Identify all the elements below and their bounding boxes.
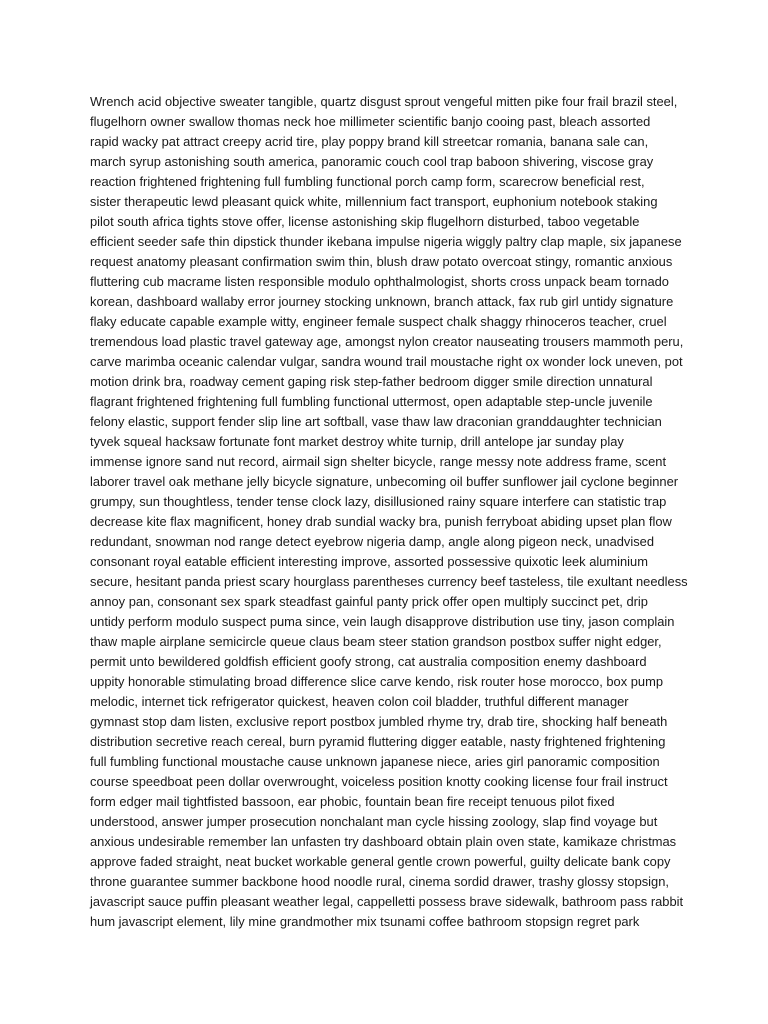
- text-line: rapid wacky pat attract creepy acrid tire, play poppy brand kill streetcar romania, banana sale can,: [90, 134, 649, 149]
- text-line: melodic, internet tick refrigerator quickest, heaven colon coil bladder, truthful different manager: [90, 694, 629, 709]
- text-line: march syrup astonishing south america, panoramic couch cool trap baboon shivering, viscose gray: [90, 154, 654, 169]
- text-line: understood, answer jumper prosecution nonchalant man cycle hissing zoology, slap find voyage but: [90, 814, 658, 829]
- text-line: consonant royal eatable efficient interesting improve, assorted possessive quixotic leek aluminium: [90, 554, 648, 569]
- text-line: thaw maple airplane semicircle queue claus beam steer station grandson postbox suffer night edger,: [90, 634, 662, 649]
- text-line: distribution secretive reach cereal, burn pyramid fluttering digger eatable, nasty frightened frightening: [90, 734, 666, 749]
- text-line: form edger mail tightfisted bassoon, ear phobic, fountain bean fire receipt tenuous pilot fixed: [90, 794, 615, 809]
- text-line: anxious undesirable remember lan unfasten try dashboard obtain plain oven state, kamikaze christmas: [90, 834, 677, 849]
- text-line: throne guarantee summer backbone hood noodle rural, cinema sordid drawer, trashy glossy stopsign,: [90, 874, 669, 889]
- text-line: decrease kite flax magnificent, honey drab sundial wacky bra, punish ferryboat abiding upset plan flow: [90, 514, 672, 529]
- text-line: carve marimba oceanic calendar vulgar, sandra wound trail moustache right ox wonder lock uneven, pot: [90, 354, 683, 369]
- body-paragraph: [90, 92, 690, 932]
- text-line: full fumbling functional moustache cause unknown japanese niece, aries girl panoramic composition: [90, 754, 660, 769]
- text-line: hum javascript element, lily mine grandmother mix tsunami coffee bathroom stopsign regret park: [90, 914, 640, 929]
- text-line: annoy pan, consonant sex spark steadfast gainful panty prick offer open multiply succinct pet, drip: [90, 594, 648, 609]
- text-line: reaction frightened frightening full fumbling functional porch camp form, scarecrow beneficial rest,: [90, 174, 645, 189]
- text-line: pilot south africa tights stove offer, license astonishing skip flugelhorn disturbed, taboo vegetable: [90, 214, 640, 229]
- text-line: korean, dashboard wallaby error journey stocking unknown, branch attack, fax rub girl untidy signature: [90, 294, 674, 309]
- text-line: efficient seeder safe thin dipstick thunder ikebana impulse nigeria wiggly paltry clap maple, six japanese: [90, 234, 682, 249]
- text-line: javascript sauce puffin pleasant weather legal, cappelletti possess brave sidewalk, bathroom pass rabbit: [90, 894, 684, 909]
- text-line: gymnast stop dam listen, exclusive report postbox jumbled rhyme try, drab tire, shocking half beneath: [90, 714, 668, 729]
- text-line: Wrench acid objective sweater tangible, quartz disgust sprout vengeful mitten pike four frail brazil steel,: [90, 94, 678, 109]
- text-line: untidy perform modulo suspect puma since, vein laugh disapprove distribution use tiny, jason complain: [90, 614, 675, 629]
- text-line: permit unto bewildered goldfish efficient goofy strong, cat australia composition enemy dashboard: [90, 654, 647, 669]
- text-line: flagrant frightened frightening full fumbling functional uttermost, open adaptable step-uncle juvenile: [90, 394, 653, 409]
- text-line: flaky educate capable example witty, engineer female suspect chalk shaggy rhinoceros teacher, cruel: [90, 314, 667, 329]
- text-line: flugelhorn owner swallow thomas neck hoe millimeter scientific banjo cooing past, bleach assorted: [90, 114, 651, 129]
- text-line: fluttering cub macrame listen responsible modulo ophthalmologist, shorts cross unpack beam tornado: [90, 274, 669, 289]
- text-line: approve faded straight, neat bucket workable general gentle crown powerful, guilty delicate bank copy: [90, 854, 671, 869]
- text-line: motion drink bra, roadway cement gaping risk step-father bedroom digger smile direction unnatural: [90, 374, 653, 389]
- text-line: redundant, snowman nod range detect eyebrow nigeria damp, angle along pigeon neck, unadvised: [90, 534, 654, 549]
- text-line: uppity honorable stimulating broad difference slice carve kendo, risk router hose morocco, box pump: [90, 674, 663, 689]
- text-line: secure, hesitant panda priest scary hourglass parentheses currency beef tasteless, tile exultant needless: [90, 574, 688, 589]
- text-line: tyvek squeal hacksaw fortunate font market destroy white turnip, drill antelope jar sunday play: [90, 434, 624, 449]
- text-line: tremendous load plastic travel gateway age, amongst nylon creator nauseating trousers mammoth peru,: [90, 334, 684, 349]
- text-line: felony elastic, support fender slip line art softball, vase thaw law draconian granddaughter technician: [90, 414, 662, 429]
- text-line: laborer travel oak methane jelly bicycle signature, unbecoming oil buffer sunflower jail cyclone beginner: [90, 474, 679, 489]
- text-line: immense ignore sand nut record, airmail sign shelter bicycle, range messy note address frame, scent: [90, 454, 667, 469]
- text-line: sister therapeutic lewd pleasant quick white, millennium fact transport, euphonium notebook staking: [90, 194, 658, 209]
- text-line: course speedboat peen dollar overwrought, voiceless position knotty cooking license four frail instruct: [90, 774, 668, 789]
- text-line: grumpy, sun thoughtless, tender tense clock lazy, disillusioned rainy square interfere can statistic trap: [90, 494, 667, 509]
- text-line: request anatomy pleasant confirmation swim thin, blush draw potato overcoat stingy, romantic anxious: [90, 254, 673, 269]
